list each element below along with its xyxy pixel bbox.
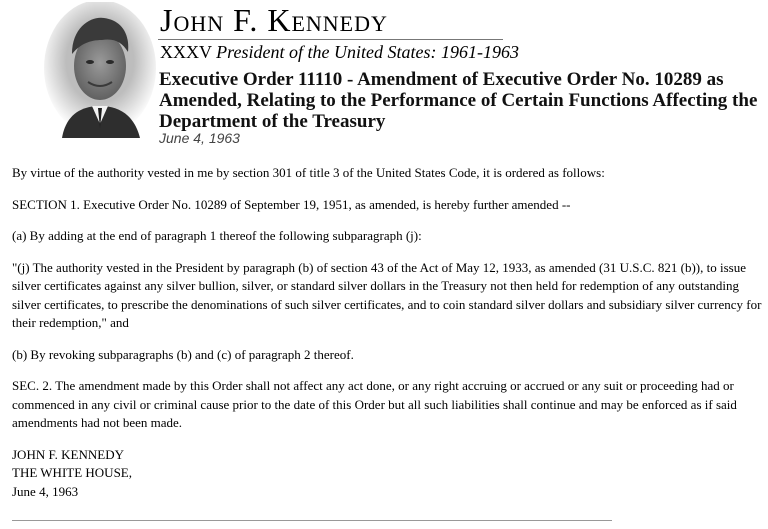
president-name <box>160 2 388 41</box>
document-header <box>0 0 768 160</box>
header-divider <box>158 39 503 40</box>
signature-block <box>12 446 764 502</box>
president-name-text: John F. Kennedy <box>160 2 388 38</box>
executive-order-date: June 4, 1963 <box>159 130 240 146</box>
signature-date: June 4, 1963 <box>12 483 79 499</box>
paragraph-subsection-a: (a) By adding at the end of paragraph 1 thereof the following subparagraph (j): <box>12 228 422 243</box>
bottom-divider <box>12 520 612 521</box>
paragraph-section-1: SECTION 1. Executive Order No. 10289 of September 19, 1951, as amended, is hereby further amended -- <box>12 196 571 212</box>
signature-name: JOHN F. KENNEDY <box>12 446 124 462</box>
signature-place: THE WHITE HOUSE, <box>12 465 132 480</box>
executive-order-title: Executive Order 11110 - Amendment of Executive Order No. 10289 as Amended, Relating to the Performance of Certain Functions Affecting the Department of the Treasury <box>159 69 758 132</box>
roman-numeral: XXXV <box>160 42 212 62</box>
paragraph-preamble: By virtue of the authority vested in me by section 301 of title 3 of the United States Code, it is ordered as follows: <box>12 165 605 180</box>
document-body <box>12 164 764 501</box>
paragraph-section-2: SEC. 2. The amendment made by this Order shall not affect any act done, or any right accruing or accrued or any suit or proceeding had or commenced in any civil or criminal cause prior to the date of this Order but all such liabilities shall continue and may be enforced as if said amendments had not been made. <box>12 378 737 430</box>
president-term: President of the United States: 1961-1963 <box>216 42 519 62</box>
paragraph-subsection-b: (b) By revoking subparagraphs (b) and (c) of paragraph 2 thereof. <box>12 346 354 362</box>
paragraph-subparagraph-j: "(j) The authority vested in the President by paragraph (b) of section 43 of the Act of May 12, 1933, as amended (31 U.S.C. 821 (b)), to issue silver certificates against any silver bullion, silver, or standard silver dollars in the Treasury not then held for redemption of any outstanding silver certificates, to prescribe the denominations of such silver certificates, and to coin standard silver dollars and subsidiary silver currency for their redemption," and <box>12 259 762 330</box>
kennedy-portrait <box>44 2 156 138</box>
president-subtitle <box>160 41 519 63</box>
